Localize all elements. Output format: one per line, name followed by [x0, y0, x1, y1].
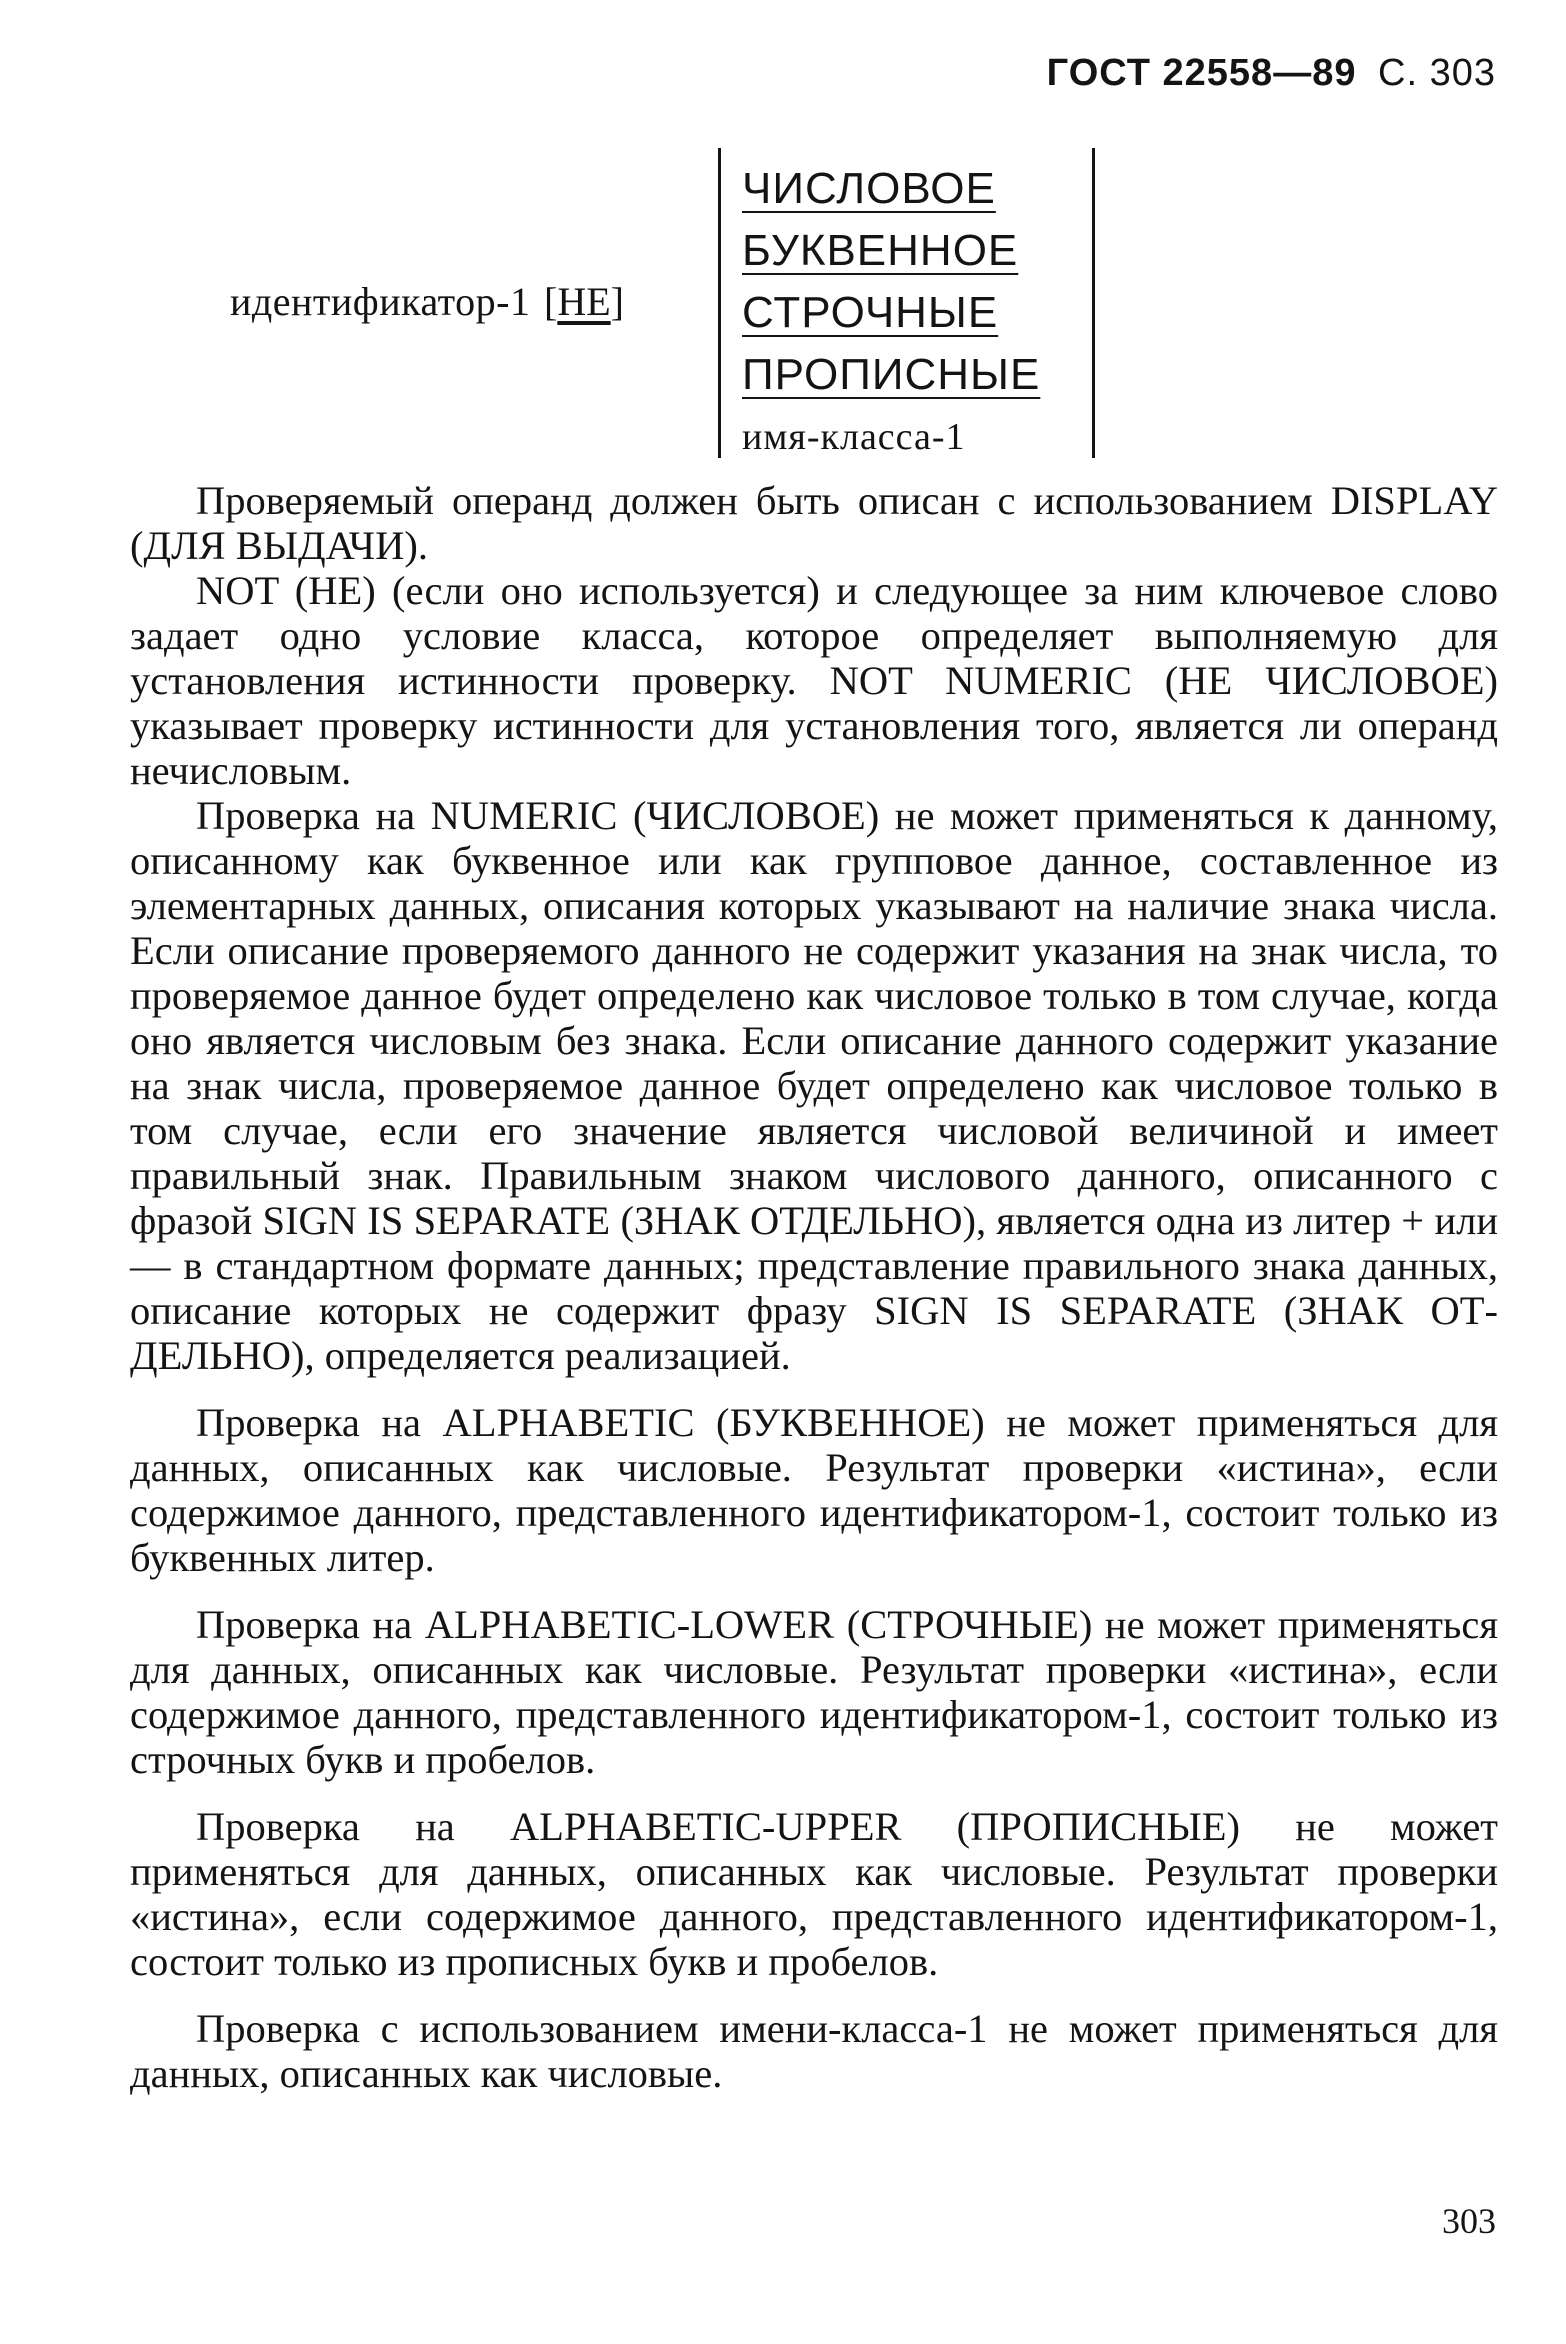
standard-designation: ГОСТ 22558—89: [1046, 52, 1357, 94]
paragraph-alphabetic-upper: Проверка на ALPHABETIC-UPPER (ПРОПИСНЫЕ) не может применяться для данных, описанных как числовые. Результат проверки «истина», если содержимое данного, представленного идентификатором-1, состоит только из прописных букв и пробелов.: [130, 1804, 1498, 1984]
body-text: [130, 478, 1498, 2096]
option-upper: ПРОПИСНЫЕ: [742, 350, 1041, 399]
choice-brace-right: [1082, 148, 1095, 458]
optional-bracket-open: [: [544, 279, 558, 324]
paragraph-alphabetic: Проверка на ALPHABETIC (БУКВЕННОЕ) не может применяться для данных, описанных как числовые. Результат проверки «истина», если содержимое данного, представленного идентификатором-1, состоит только из буквенных литер.: [130, 1400, 1498, 1580]
optional-bracket-close: ]: [610, 279, 624, 324]
page-header: [1047, 52, 1496, 95]
paragraph-class-name: Проверка с использованием имени-класса-1 не может применяться для данных, описанных как числовые.: [130, 2006, 1498, 2096]
syntax-optional-not: [544, 278, 624, 325]
not-keyword: НЕ: [557, 279, 611, 324]
paragraph-numeric: Проверка на NUMERIC (ЧИСЛОВОЕ) не может применяться к данному, описанному как буквенное или как групповое данное, составленное из элементарных данных, описания которых указывают на наличие знака числа. Если описание проверяемого данного не содержит указания на знак числа, то проверяемое данное будет определено как числовое только в том случае, когда оно является числовым без знака. Если описание данного содержит указание на знак числа, проверяемое данное будет определено как числовое только в том случае, если его значение является числовой величиной и имеет правильный знак. Правильным знаком числового данного, описанного с фразой SIGN IS SEPARATE (ЗНАК ОТДЕЛЬНО), является одна из литер + или — в стандартном формате данных; представление правильного знака данных, описание которых не содержит фразу SIGN IS SEPARATE (ЗНАК ОТДЕЛЬНО), определяется реализацией.: [130, 793, 1498, 1378]
page-number: 303: [1442, 2201, 1496, 2241]
option-numeric: ЧИСЛОВОЕ: [742, 164, 996, 213]
syntax-identifier: идентификатор-1: [230, 279, 531, 324]
choice-brace-left: [718, 148, 731, 458]
paragraph-not: NOT (НЕ) (если оно используется) и следующее за ним ключевое слово задает одно условие класса, которое определяет выполняемую для установления истинности проверку. NOT NUMERIC (НЕ ЧИСЛОВОЕ) указывает проверку истинности для установления того, является ли операнд нечисловым.: [130, 568, 1498, 793]
paragraph-alphabetic-lower: Проверка на ALPHABETIC-LOWER (СТРОЧНЫЕ) не может применяться для данных, описанных как числовые. Результат проверки «истина», если содержимое данного, представленного идентификатором-1, состоит только из строчных букв и пробелов.: [130, 1602, 1498, 1782]
option-lower: СТРОЧНЫЕ: [742, 288, 999, 337]
option-class-name: имя-класса-1: [742, 416, 966, 458]
syntax-diagram: [0, 140, 1566, 470]
option-alphabetic: БУКВЕННОЕ: [742, 226, 1019, 275]
class-option-list: [742, 158, 1082, 468]
header-page-number: С. 303: [1378, 52, 1496, 94]
paragraph-display: Проверяемый операнд должен быть описан с использованием DISPLAY (ДЛЯ ВЫДАЧИ).: [130, 478, 1498, 568]
